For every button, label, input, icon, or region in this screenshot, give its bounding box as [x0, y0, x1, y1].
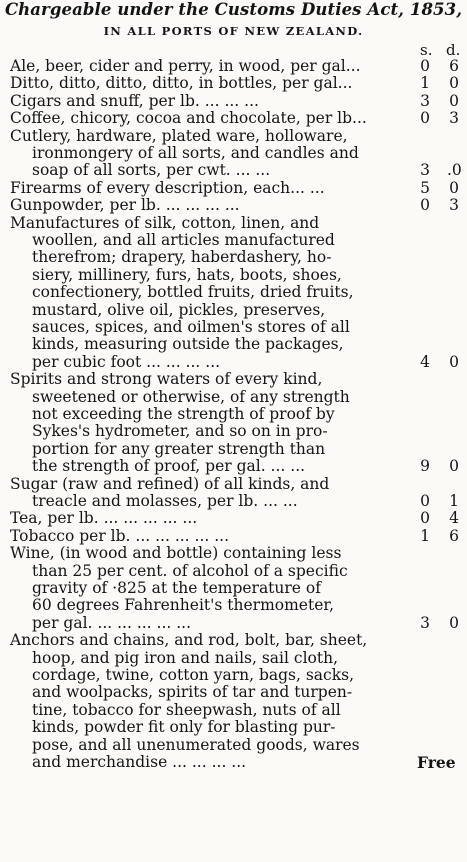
- item-text-line: therefrom; drapery, haberdashery, ho-: [32, 248, 332, 267]
- item-text-line: Ditto, ditto, ditto, ditto, in bottles, per gal...: [10, 74, 353, 93]
- item-text-line: kinds, measuring outside the packages,: [32, 335, 344, 354]
- item-shillings: 5: [420, 178, 430, 197]
- item-pence: 0: [449, 352, 459, 371]
- item-text-line: Cigars and snuff, per lb. ... ... ...: [10, 91, 259, 110]
- item-text-line: Firearms of every description, each... ...: [10, 178, 325, 197]
- item-text-line: pose, and all unenumerated goods, wares: [32, 735, 360, 754]
- tariff-item: [0, 528, 467, 545]
- item-text-line: Cutlery, hardware, plated ware, holloware,: [10, 126, 348, 145]
- item-pence: 6: [449, 526, 459, 545]
- item-pence: 4: [449, 509, 459, 528]
- tariff-item: [0, 197, 467, 214]
- document-title: Chargeable under the Customs Duties Act, 1853,: [4, 0, 463, 19]
- item-text-line: woollen, and all articles manufactured: [32, 230, 335, 249]
- item-pence: 0: [449, 457, 459, 476]
- item-text-line: and merchandise ... ... ... ...: [32, 752, 247, 771]
- tariff-item: [0, 215, 467, 372]
- item-text-line: Gunpowder, per lb. ... ... ... ...: [10, 196, 240, 215]
- item-shillings: 9: [420, 457, 430, 476]
- item-pence: 3: [449, 109, 459, 128]
- item-pence: 6: [449, 57, 459, 75]
- item-text-line: Wine, (in wood and bottle) containing less: [10, 544, 342, 563]
- item-pence: 0: [449, 74, 459, 93]
- item-text-line: Spirits and strong waters of every kind,: [10, 370, 323, 389]
- item-text-line: per gal. ... ... ... ... ...: [32, 613, 192, 632]
- item-text-line: Sugar (raw and refined) of all kinds, and: [10, 474, 330, 493]
- tariff-item: [0, 128, 467, 180]
- item-text-line: sweetened or otherwise, of any strength: [32, 387, 350, 406]
- item-pence: 0: [449, 178, 459, 197]
- item-shillings: 0: [420, 509, 430, 528]
- item-text-line: Ale, beer, cider and perry, in wood, per gal...: [10, 57, 361, 75]
- item-pence: 3: [449, 196, 459, 215]
- tariff-item: [0, 510, 467, 527]
- item-text-line: Tobacco per lb. ... ... ... ... ...: [10, 526, 230, 545]
- item-shillings: 3: [420, 91, 430, 110]
- tariff-item: [0, 75, 467, 92]
- item-text-line: Anchors and chains, and rod, bolt, bar, sheet,: [10, 631, 368, 650]
- item-text-line: than 25 per cent. of alcohol of a specific: [32, 561, 348, 580]
- tariff-item: [0, 371, 467, 475]
- item-text-line: cordage, twine, cotton yarn, bags, sacks,: [32, 665, 354, 684]
- item-rate: Free: [417, 752, 456, 772]
- item-pence: 0: [449, 91, 459, 110]
- item-text-line: the strength of proof, per gal. ... ...: [32, 457, 306, 476]
- item-text-line: treacle and molasses, per lb. ... ...: [32, 491, 298, 510]
- item-text-line: soap of all sorts, per cwt. ... ...: [32, 161, 271, 180]
- item-text-line: sauces, spices, and oilmen's stores of all: [32, 317, 350, 336]
- tariff-item: [0, 180, 467, 197]
- item-text-line: Manufactures of silk, cotton, linen, and: [10, 213, 320, 232]
- tariff-item: [0, 476, 467, 511]
- item-pence: 1: [449, 491, 459, 510]
- item-text-line: mustard, olive oil, pickles, preserves,: [32, 300, 326, 319]
- pence-column-header: d.: [446, 41, 461, 59]
- item-text-line: hoop, and pig iron and nails, sail cloth,: [32, 648, 338, 667]
- item-shillings: 4: [420, 352, 430, 371]
- item-text-line: gravity of ·825 at the temperature of: [32, 578, 321, 597]
- tariff-item: [0, 632, 467, 771]
- item-shillings: 0: [420, 57, 430, 75]
- item-shillings: 3: [420, 613, 430, 632]
- item-pence: 0: [449, 613, 459, 632]
- item-text-line: ironmongery of all sorts, and candles and: [32, 143, 359, 162]
- document-subtitle: IN ALL PORTS OF NEW ZEALAND.: [103, 24, 364, 38]
- item-shillings: 3: [420, 161, 430, 180]
- item-text-line: not exceeding the strength of proof by: [32, 404, 335, 423]
- item-text-line: per cubic foot ... ... ... ...: [32, 352, 221, 371]
- tariff-item: [0, 93, 467, 110]
- tariff-item: [0, 58, 467, 75]
- item-text-line: confectionery, bottled fruits, dried fruits,: [32, 283, 354, 302]
- item-pence: .0: [447, 161, 462, 180]
- tariff-item: [0, 545, 467, 632]
- item-shillings: 0: [420, 491, 430, 510]
- item-shillings: 0: [420, 196, 430, 215]
- item-text-line: and woolpacks, spirits of tar and turpen-: [32, 683, 353, 702]
- item-text-line: Tea, per lb. ... ... ... ... ...: [10, 509, 198, 528]
- item-text-line: portion for any greater strength than: [32, 439, 326, 458]
- item-text-line: tine, tobacco for sheepwash, nuts of all: [32, 700, 341, 719]
- item-shillings: 1: [420, 526, 430, 545]
- item-text-line: 60 degrees Fahrenheit's thermometer,: [32, 596, 335, 615]
- item-text-line: kinds, powder fit only for blasting pur-: [32, 718, 336, 737]
- item-shillings: 0: [420, 109, 430, 128]
- item-shillings: 1: [420, 74, 430, 93]
- item-text-line: Sykes's hydrometer, and so on in pro-: [32, 422, 328, 441]
- tariff-item: [0, 110, 467, 127]
- item-text-line: siery, millinery, furs, hats, boots, shoes,: [32, 265, 342, 284]
- shillings-column-header: s.: [420, 41, 433, 59]
- item-text-line: Coffee, chicory, cocoa and chocolate, per lb...: [10, 109, 367, 128]
